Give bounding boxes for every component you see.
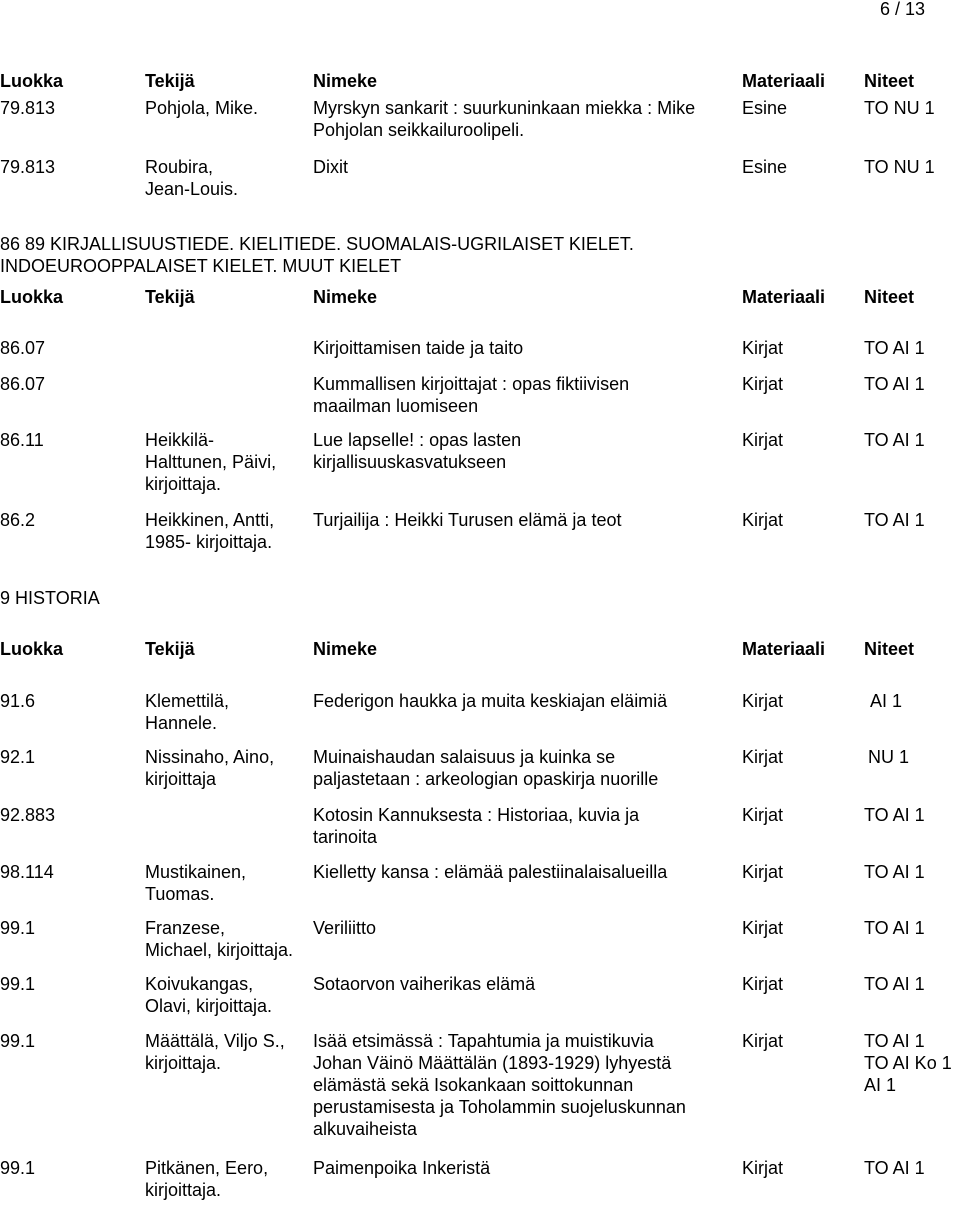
header-materiaali: Materiaali — [742, 639, 826, 659]
record-row — [0, 156, 960, 199]
record-row — [0, 1157, 960, 1200]
niteet: TO AI 1 — [864, 862, 925, 882]
materiaali: Kirjat — [742, 918, 784, 938]
nimeke: Kotosin Kannuksesta : Historiaa, kuvia ja tarinoita — [313, 805, 640, 847]
luokka: 86.2 — [0, 510, 36, 530]
materiaali: Kirjat — [742, 430, 784, 450]
luokka: 92.883 — [0, 805, 56, 825]
record-row — [0, 861, 960, 904]
niteet: TO AI 1 — [864, 374, 925, 394]
nimeke: Paimenpoika Inkeristä — [313, 1158, 491, 1178]
niteet: TO AI 1 — [864, 918, 925, 938]
luokka: 86.11 — [0, 430, 44, 450]
niteet: TO AI 1 — [864, 338, 925, 358]
tekija: Roubira, Jean-Louis. — [145, 157, 239, 199]
materiaali: Kirjat — [742, 747, 784, 767]
nimeke: Lue lapselle! : opas lasten kirjallisuuskasvatukseen — [313, 430, 522, 472]
luokka: 86.07 — [0, 374, 46, 394]
materiaali: Kirjat — [742, 974, 784, 994]
page-number: 6 / 13 — [879, 0, 925, 19]
table-header-3 — [0, 638, 960, 660]
materiaali: Kirjat — [742, 805, 784, 825]
tekija: Pohjola, Mike. — [145, 98, 259, 118]
materiaali: Kirjat — [742, 1158, 784, 1178]
header-niteet: Niteet — [864, 287, 915, 307]
record-row — [0, 429, 960, 494]
niteet: TO AI 1 — [864, 430, 925, 450]
luokka: 79.813 — [0, 98, 56, 118]
tekija: Nissinaho, Aino, kirjoittaja — [145, 747, 275, 789]
materiaali: Kirjat — [742, 691, 784, 711]
niteet: TO AI 1 — [864, 510, 925, 530]
header-nimeke: Nimeke — [313, 639, 378, 659]
nimeke: Kielletty kansa : elämää palestiinalaisalueilla — [313, 862, 668, 882]
record-row — [0, 973, 960, 1016]
nimeke: Kirjoittamisen taide ja taito — [313, 338, 524, 358]
header-niteet: Niteet — [864, 71, 915, 91]
niteet: TO NU 1 — [864, 157, 935, 177]
record-row — [0, 1030, 960, 1139]
luokka: 86.07 — [0, 338, 46, 358]
record-row — [0, 917, 960, 960]
record-row — [0, 804, 960, 847]
record-row — [0, 373, 960, 416]
header-luokka: Luokka — [0, 639, 64, 659]
record-row — [0, 690, 960, 733]
materiaali: Kirjat — [742, 862, 784, 882]
materiaali: Kirjat — [742, 510, 784, 530]
tekija: Heikkinen, Antti, 1985- kirjoittaja. — [145, 510, 275, 552]
tekija: Määttälä, Viljo S., kirjoittaja. — [145, 1031, 285, 1073]
luokka: 98.114 — [0, 862, 54, 882]
header-niteet: Niteet — [864, 639, 915, 659]
materiaali: Esine — [742, 98, 788, 118]
header-luokka: Luokka — [0, 287, 64, 307]
luokka: 99.1 — [0, 974, 36, 994]
header-materiaali: Materiaali — [742, 287, 826, 307]
luokka: 99.1 — [0, 1158, 36, 1178]
materiaali: Esine — [742, 157, 788, 177]
luokka: 99.1 — [0, 918, 36, 938]
nimeke: Dixit — [313, 157, 348, 177]
table-header-1 — [0, 70, 960, 92]
nimeke: Turjailija : Heikki Turusen elämä ja teot — [313, 510, 622, 530]
niteet: TO AI 1 — [864, 1158, 925, 1178]
header-nimeke: Nimeke — [313, 71, 378, 91]
record-row — [0, 337, 960, 359]
header-tekija: Tekijä — [145, 639, 195, 659]
niteet: TO AI 1 — [864, 805, 925, 825]
materiaali: Kirjat — [742, 374, 784, 394]
record-row — [0, 509, 960, 552]
nimeke: Sotaorvon vaiherikas elämä — [313, 974, 536, 994]
tekija: Koivukangas, Olavi, kirjoittaja. — [145, 974, 273, 1016]
tekija: Pitkänen, Eero, kirjoittaja. — [145, 1158, 269, 1200]
niteet: AI 1 — [870, 691, 903, 711]
niteet: TO AI 1 TO AI Ko 1 AI 1 — [864, 1031, 952, 1095]
section-heading-86: 86 89 KIRJALLISUUSTIEDE. KIELITIEDE. SUOMALAIS-UGRILAISET KIELET. INDOEUROOPPALAISET KIELET. MUUT KIELET — [0, 234, 634, 276]
header-tekija: Tekijä — [145, 287, 195, 307]
luokka: 91.6 — [0, 691, 36, 711]
tekija: Mustikainen, Tuomas. — [145, 862, 247, 904]
nimeke: Myrskyn sankarit : suurkuninkaan miekka : Mike Pohjolan seikkailuroolipeli. — [313, 98, 696, 140]
record-row — [0, 746, 960, 789]
nimeke: Kummallisen kirjoittajat : opas fiktiivisen maailman luomiseen — [313, 374, 630, 416]
nimeke: Isää etsimässä : Tapahtumia ja muistikuvia Johan Väinö Määttälän (1893-1929) lyhyestä elämästä sekä Isokankaan soittokunnan perustamisesta ja Toholammin suojeluskunnan alkuvaiheista — [313, 1031, 686, 1139]
section-heading-9: 9 HISTORIA — [0, 588, 100, 608]
materiaali: Kirjat — [742, 1031, 784, 1051]
nimeke: Federigon haukka ja muita keskiajan eläimiä — [313, 691, 668, 711]
tekija: Klemettilä, Hannele. — [145, 691, 230, 733]
nimeke: Muinaishaudan salaisuus ja kuinka se paljastetaan : arkeologian opaskirja nuorille — [313, 747, 659, 789]
luokka: 92.1 — [0, 747, 36, 767]
nimeke: Veriliitto — [313, 918, 377, 938]
table-header-2 — [0, 286, 960, 308]
header-nimeke: Nimeke — [313, 287, 378, 307]
niteet: TO NU 1 — [864, 98, 935, 118]
luokka: 99.1 — [0, 1031, 36, 1051]
tekija: Heikkilä- Halttunen, Päivi, kirjoittaja. — [145, 430, 277, 494]
header-materiaali: Materiaali — [742, 71, 826, 91]
record-row — [0, 97, 960, 140]
tekija: Franzese, Michael, kirjoittaja. — [145, 918, 294, 960]
header-tekija: Tekijä — [145, 71, 195, 91]
header-luokka: Luokka — [0, 71, 64, 91]
niteet: NU 1 — [868, 747, 910, 767]
materiaali: Kirjat — [742, 338, 784, 358]
luokka: 79.813 — [0, 157, 56, 177]
niteet: TO AI 1 — [864, 974, 925, 994]
